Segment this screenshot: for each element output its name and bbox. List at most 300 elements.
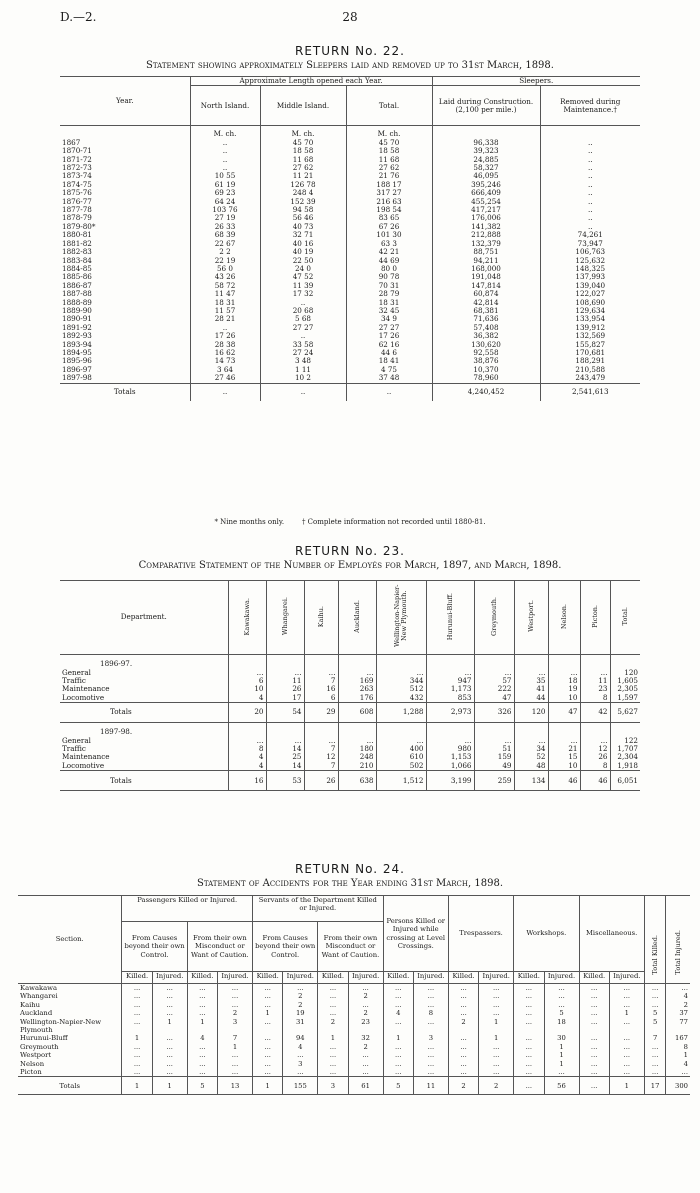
middle-island-cell: 22 50 bbox=[260, 257, 346, 265]
total-length-cell: 27 27 bbox=[346, 324, 432, 332]
value-cell: ... bbox=[122, 1018, 152, 1035]
table-row bbox=[60, 156, 640, 164]
middle-island-cell: 33 58 bbox=[260, 341, 346, 349]
return-24-table bbox=[18, 895, 690, 1095]
table-row bbox=[60, 189, 640, 197]
section-label: Auckland bbox=[18, 1009, 122, 1017]
value-cell: ... bbox=[448, 1068, 478, 1077]
return-24-statement: Statement of Accidents for the Year ending 31st March, 1898. bbox=[196, 878, 503, 889]
value-cell: 14 bbox=[266, 745, 304, 753]
table-row bbox=[18, 1018, 690, 1035]
table-row bbox=[60, 198, 640, 206]
removed-cell: 137,993 bbox=[575, 272, 606, 282]
total-cell: 53 bbox=[266, 771, 304, 791]
value-cell: 502 bbox=[376, 762, 426, 771]
grp-servants: Servants of the Department Killed or Injured. bbox=[253, 896, 384, 922]
table-row bbox=[60, 677, 640, 685]
year-cell: 1883-84 bbox=[60, 257, 190, 265]
grp-passengers: Passengers Killed or Injured. bbox=[122, 896, 253, 922]
total-cell: 120 bbox=[514, 703, 548, 723]
value-cell: ... bbox=[609, 1043, 644, 1051]
value-cell: 610 bbox=[376, 753, 426, 761]
total-cell: 2 bbox=[479, 1077, 514, 1095]
value-cell: ... bbox=[609, 1060, 644, 1068]
removed-cell: 133,954 bbox=[575, 314, 606, 324]
value-cell: ... bbox=[609, 1051, 644, 1059]
year-cell: 1887-88 bbox=[60, 290, 190, 298]
total-cell: 1 bbox=[253, 1077, 283, 1095]
laid-cell: 58,327 bbox=[432, 164, 540, 172]
total-length-cell: 63 3 bbox=[346, 240, 432, 248]
value-cell: ... bbox=[152, 1009, 187, 1017]
value-cell: 1 bbox=[253, 1009, 283, 1017]
middle-island-cell: 248 4 bbox=[260, 189, 346, 197]
laid-cell: 78,960 bbox=[432, 374, 540, 383]
middle-island-cell: 11 39 bbox=[260, 282, 346, 290]
total-length-cell: 45 70 bbox=[346, 139, 432, 147]
table-row bbox=[60, 307, 640, 315]
total-length-cell: 11 68 bbox=[346, 156, 432, 164]
total-length-cell: 42 21 bbox=[346, 248, 432, 256]
return-22-statement: Statement showing approximately Sleepers laid and removed up to 31st March, 1898. bbox=[146, 60, 554, 71]
north-island-cell: .. bbox=[190, 324, 260, 332]
value-cell: 57 bbox=[474, 677, 514, 685]
north-island-cell: 103 76 bbox=[190, 206, 260, 214]
department-label: Maintenance bbox=[60, 685, 228, 693]
value-cell: ... bbox=[448, 1034, 478, 1042]
injured-col-label: Injured. bbox=[283, 972, 318, 984]
value-cell: ... bbox=[426, 737, 474, 745]
value-cell: 10 bbox=[548, 694, 580, 703]
col-hurunui-bluff: Hurunui-Bluff. bbox=[445, 592, 454, 640]
col-whangarei: Whangarei. bbox=[280, 597, 289, 636]
value-cell: ... bbox=[218, 1060, 253, 1068]
value-cell: 2 bbox=[348, 1009, 383, 1017]
value-cell: 947 bbox=[426, 677, 474, 685]
year-cell: 1896-97 bbox=[60, 366, 190, 374]
total-cell: 26 bbox=[304, 771, 338, 791]
section-label: Kawakawa bbox=[18, 984, 122, 993]
removed-cell: 129,634 bbox=[575, 305, 606, 315]
servants-misconduct: From their own Misconduct or Want of Caution. bbox=[318, 922, 383, 972]
table-row bbox=[60, 299, 640, 307]
table-row bbox=[60, 332, 640, 340]
north-island-cell: 22 19 bbox=[190, 257, 260, 265]
value-cell: 35 bbox=[514, 677, 548, 685]
total-cell: 20 bbox=[228, 703, 266, 723]
total-cell: 46 bbox=[580, 771, 610, 791]
value-cell: ... bbox=[318, 1068, 348, 1077]
total-cell: 5 bbox=[383, 1077, 413, 1095]
year-cell: 1878-79 bbox=[60, 214, 190, 222]
value-cell: ... bbox=[609, 992, 644, 1000]
laid-cell: 57,408 bbox=[432, 324, 540, 332]
year-cell: 1872-73 bbox=[60, 164, 190, 172]
table-row bbox=[60, 265, 640, 273]
north-island-cell: 11 47 bbox=[190, 290, 260, 298]
value-cell: ... bbox=[644, 1001, 666, 1009]
removed-cell: .. bbox=[587, 196, 593, 206]
col-total-injured: Total Injured. bbox=[673, 930, 682, 975]
value-cell: ... bbox=[383, 1043, 413, 1051]
laid-cell: 147,814 bbox=[432, 282, 540, 290]
value-cell: ... bbox=[266, 737, 304, 745]
injured-col-label: Injured. bbox=[413, 972, 448, 984]
total-length-cell: 17 26 bbox=[346, 332, 432, 340]
value-cell: 41 bbox=[514, 685, 548, 693]
value-cell: 1,597 bbox=[617, 692, 638, 702]
col-auckland: Auckland. bbox=[352, 599, 361, 633]
removed-cell: 73,947 bbox=[577, 238, 603, 248]
value-cell: 4 bbox=[187, 1034, 217, 1042]
total-length-cell: 18 58 bbox=[346, 147, 432, 155]
section-label: Wellington-Napier-New Plymouth bbox=[18, 1018, 122, 1035]
value-cell: 44 bbox=[514, 694, 548, 703]
value-cell: ... bbox=[218, 992, 253, 1000]
department-label: Locomotive bbox=[60, 694, 228, 703]
section-label: Picton bbox=[18, 1068, 122, 1077]
table-row bbox=[18, 1060, 690, 1068]
value-cell: 2 bbox=[348, 992, 383, 1000]
laid-cell: 96,338 bbox=[432, 139, 540, 147]
col-removed: Removed during Maintenance.† bbox=[540, 86, 640, 126]
value-cell: 6 bbox=[228, 677, 266, 685]
return-22-rows bbox=[60, 139, 640, 383]
total-cell: ... bbox=[579, 1077, 609, 1095]
laid-cell: 130,620 bbox=[432, 341, 540, 349]
col-westport: Westport. bbox=[526, 600, 535, 633]
value-cell: ... bbox=[448, 1060, 478, 1068]
value-cell: 169 bbox=[338, 677, 376, 685]
value-cell: 6 bbox=[304, 694, 338, 703]
value-cell: 34 bbox=[514, 745, 548, 753]
return-22-notes bbox=[0, 518, 700, 526]
total-length-cell: 44 69 bbox=[346, 257, 432, 265]
value-cell: 2 bbox=[283, 992, 318, 1000]
table-row bbox=[60, 139, 640, 147]
value-cell: 23 bbox=[580, 685, 610, 693]
table-row bbox=[60, 181, 640, 189]
value-cell: ... bbox=[283, 1051, 318, 1059]
total-length-cell: 18 31 bbox=[346, 299, 432, 307]
value-cell: ... bbox=[348, 1060, 383, 1068]
north-island-cell: 69 23 bbox=[190, 189, 260, 197]
laid-cell: 141,382 bbox=[432, 223, 540, 231]
laid-cell: 38,876 bbox=[432, 357, 540, 365]
value-cell: ... bbox=[609, 1018, 644, 1035]
laid-cell: 39,323 bbox=[432, 147, 540, 155]
value-cell: ... bbox=[644, 984, 666, 993]
middle-island-cell: 11 21 bbox=[260, 172, 346, 180]
middle-island-cell: .. bbox=[260, 299, 346, 307]
value-cell: 2 bbox=[218, 1009, 253, 1017]
value-cell: 1 bbox=[383, 1034, 413, 1042]
table-row bbox=[60, 257, 640, 265]
year-cell: 1897-98 bbox=[60, 374, 190, 383]
total-length-cell: 80 0 bbox=[346, 265, 432, 273]
total-length-cell: 4 75 bbox=[346, 366, 432, 374]
total-cell: 5,627 bbox=[617, 707, 638, 717]
year-cell: 1891-92 bbox=[60, 324, 190, 332]
page-number: 28 bbox=[342, 10, 358, 24]
killed-col-label: Killed. bbox=[187, 972, 217, 984]
value-cell: ... bbox=[479, 1060, 514, 1068]
total-cell: 54 bbox=[266, 703, 304, 723]
totals-label: Totals bbox=[60, 383, 190, 401]
table-row bbox=[60, 282, 640, 290]
value-cell: 263 bbox=[338, 685, 376, 693]
table-row bbox=[60, 762, 640, 771]
table-row bbox=[18, 1051, 690, 1059]
value-cell: ... bbox=[479, 1001, 514, 1009]
north-island-cell: 28 21 bbox=[190, 315, 260, 323]
north-island-cell: .. bbox=[190, 139, 260, 147]
col-north-island: North Island. bbox=[190, 86, 260, 126]
value-cell: ... bbox=[609, 1001, 644, 1009]
col-total: Total. bbox=[620, 607, 629, 626]
value-cell: ... bbox=[413, 984, 448, 993]
value-cell: ... bbox=[218, 1001, 253, 1009]
department-label: Maintenance bbox=[60, 753, 228, 761]
value-cell: 8 bbox=[580, 762, 610, 771]
year-cell: 1867 bbox=[60, 139, 190, 147]
total-length-cell: 44 6 bbox=[346, 349, 432, 357]
total-length-cell: 67 26 bbox=[346, 223, 432, 231]
table-row bbox=[18, 992, 690, 1000]
table-row bbox=[60, 745, 640, 753]
laid-cell: 666,409 bbox=[432, 189, 540, 197]
value-cell: 1 bbox=[544, 1043, 579, 1051]
total-length-cell: 32 45 bbox=[346, 307, 432, 315]
value-cell: ... bbox=[187, 1043, 217, 1051]
department-label: Traffic bbox=[60, 745, 228, 753]
value-cell: 4 bbox=[383, 1009, 413, 1017]
value-cell: ... bbox=[376, 737, 426, 745]
table-row bbox=[60, 290, 640, 298]
value-cell: 8 bbox=[228, 745, 266, 753]
middle-island-cell: 126 78 bbox=[260, 181, 346, 189]
value-cell: ... bbox=[514, 1018, 544, 1035]
value-cell: ... bbox=[609, 1068, 644, 1077]
grp-level-crossings: Persons Killed or Injured while crossing at Level Crossings. bbox=[383, 896, 448, 972]
value-cell: ... bbox=[681, 984, 688, 992]
section-label: Nelson bbox=[18, 1060, 122, 1068]
value-cell: 3 bbox=[218, 1018, 253, 1035]
injured-col-label: Injured. bbox=[544, 972, 579, 984]
value-cell: ... bbox=[122, 1009, 152, 1017]
removed-cell: .. bbox=[587, 171, 593, 181]
value-cell: 167 bbox=[675, 1034, 688, 1043]
table-row bbox=[18, 1043, 690, 1051]
north-island-cell: 56 0 bbox=[190, 265, 260, 273]
table-row bbox=[60, 374, 640, 383]
removed-cell: 155,827 bbox=[575, 339, 606, 349]
total-cell: 1 bbox=[122, 1077, 152, 1095]
value-cell: ... bbox=[218, 984, 253, 993]
value-cell: ... bbox=[479, 1051, 514, 1059]
total-cell: 1 bbox=[152, 1077, 187, 1095]
middle-island-cell: 40 16 bbox=[260, 240, 346, 248]
total-length-cell: 62 16 bbox=[346, 341, 432, 349]
value-cell: 3 bbox=[413, 1034, 448, 1042]
value-cell: ... bbox=[348, 1068, 383, 1077]
removed-cell: 210,588 bbox=[575, 364, 606, 374]
value-cell: ... bbox=[448, 984, 478, 993]
total-cell: 46 bbox=[548, 771, 580, 791]
value-cell: 4 bbox=[228, 694, 266, 703]
value-cell: 26 bbox=[266, 685, 304, 693]
middle-island-cell: 24 0 bbox=[260, 265, 346, 273]
total-length-cell: 21 76 bbox=[346, 172, 432, 180]
value-cell: ... bbox=[413, 1001, 448, 1009]
year-cell: 1892-93 bbox=[60, 332, 190, 340]
value-cell: 248 bbox=[338, 753, 376, 761]
value-cell: 432 bbox=[376, 694, 426, 703]
totals-row bbox=[60, 771, 640, 791]
page-header bbox=[0, 10, 700, 28]
total-length-cell: 83 65 bbox=[346, 214, 432, 222]
removed-cell: 106,763 bbox=[575, 247, 606, 257]
value-cell: 5 bbox=[644, 1018, 666, 1035]
value-cell: ... bbox=[579, 1068, 609, 1077]
table-row bbox=[60, 147, 640, 155]
value-cell: 1 bbox=[152, 1018, 187, 1035]
value-cell: ... bbox=[122, 1051, 152, 1059]
removed-cell: .. bbox=[587, 179, 593, 189]
value-cell: ... bbox=[253, 992, 283, 1000]
grp-trespassers: Trespassers. bbox=[448, 896, 513, 972]
value-cell: ... bbox=[479, 984, 514, 993]
removed-cell: .. bbox=[587, 205, 593, 215]
value-cell: 7 bbox=[304, 677, 338, 685]
north-island-cell: 14 73 bbox=[190, 357, 260, 365]
grp-workshops: Workshops. bbox=[514, 896, 579, 972]
laid-cell: 46,095 bbox=[432, 172, 540, 180]
total-length-cell: 18 41 bbox=[346, 357, 432, 365]
total-cell: 134 bbox=[514, 771, 548, 791]
table-row bbox=[18, 1068, 690, 1077]
note-nine-months: * Nine months only. bbox=[214, 518, 285, 526]
total-cell: 13 bbox=[218, 1077, 253, 1095]
value-cell: ... bbox=[579, 1051, 609, 1059]
year-cell: 1889-90 bbox=[60, 307, 190, 315]
total-length-cell: 101 30 bbox=[346, 231, 432, 239]
totals-row bbox=[18, 1077, 690, 1095]
year-cell: 1895-96 bbox=[60, 357, 190, 365]
totals-row bbox=[60, 703, 640, 723]
value-cell: 8 bbox=[580, 694, 610, 703]
total-length-cell: 70 31 bbox=[346, 282, 432, 290]
value-cell: ... bbox=[152, 992, 187, 1000]
value-cell: 120 bbox=[624, 667, 638, 677]
laid-cell: 10,370 bbox=[432, 366, 540, 374]
north-island-cell: 68 39 bbox=[190, 231, 260, 239]
middle-island-cell: 40 73 bbox=[260, 223, 346, 231]
department-label: Traffic bbox=[60, 677, 228, 685]
total-length-cell: 216 63 bbox=[346, 198, 432, 206]
middle-island-cell: 5 68 bbox=[260, 315, 346, 323]
value-cell: 77 bbox=[679, 1017, 688, 1026]
value-cell: 25 bbox=[266, 753, 304, 761]
value-cell: ... bbox=[514, 1060, 544, 1068]
table-row bbox=[60, 231, 640, 239]
middle-island-cell: 17 32 bbox=[260, 290, 346, 298]
removed-cell: 243,479 bbox=[575, 373, 606, 383]
col-nelson: Nelson. bbox=[559, 603, 568, 629]
laid-cell: 24,885 bbox=[432, 156, 540, 164]
table-row bbox=[18, 984, 690, 993]
value-cell: ... bbox=[579, 1034, 609, 1042]
value-cell: ... bbox=[318, 984, 348, 993]
total-length-cell: 34 9 bbox=[346, 315, 432, 323]
total-cell: 6,051 bbox=[617, 775, 638, 785]
value-cell: 30 bbox=[544, 1034, 579, 1042]
col-year: Year. bbox=[60, 77, 190, 126]
north-island-cell: .. bbox=[190, 156, 260, 164]
laid-cell: 36,382 bbox=[432, 332, 540, 340]
value-cell: 17 bbox=[266, 694, 304, 703]
value-cell: ... bbox=[304, 669, 338, 677]
value-cell: ... bbox=[413, 1068, 448, 1077]
middle-island-cell: 27 27 bbox=[260, 324, 346, 332]
year-cell: 1880-81 bbox=[60, 231, 190, 239]
north-island-cell: 27 19 bbox=[190, 214, 260, 222]
servants-beyond-control: From Causes beyond their own Control. bbox=[253, 922, 318, 972]
removed-cell: 108,690 bbox=[575, 297, 606, 307]
value-cell: ... bbox=[609, 1034, 644, 1042]
value-cell: ... bbox=[413, 1051, 448, 1059]
north-island-cell: .. bbox=[190, 147, 260, 155]
total-cell: 3,199 bbox=[426, 771, 474, 791]
value-cell: ... bbox=[152, 1060, 187, 1068]
middle-island-cell: 20 68 bbox=[260, 307, 346, 315]
return-23-table bbox=[60, 580, 640, 791]
laid-cell: 92,558 bbox=[432, 349, 540, 357]
value-cell: 14 bbox=[266, 762, 304, 771]
value-cell: ... bbox=[253, 1043, 283, 1051]
value-cell: 1,066 bbox=[426, 762, 474, 771]
value-cell: 8 bbox=[413, 1009, 448, 1017]
total-length-cell: 188 17 bbox=[346, 181, 432, 189]
north-island-cell: 10 55 bbox=[190, 172, 260, 180]
value-cell: 1,605 bbox=[617, 675, 638, 685]
value-cell: ... bbox=[644, 992, 666, 1000]
laid-cell: 42,814 bbox=[432, 299, 540, 307]
total-cell: 608 bbox=[338, 703, 376, 723]
value-cell: ... bbox=[122, 1068, 152, 1077]
value-cell: 10 bbox=[228, 685, 266, 693]
value-cell: ... bbox=[152, 1043, 187, 1051]
value-cell: ... bbox=[122, 984, 152, 993]
value-cell: ... bbox=[479, 1009, 514, 1017]
year-cell: 1884-85 bbox=[60, 265, 190, 273]
laid-cell: 168,000 bbox=[432, 265, 540, 273]
total-cell: 326 bbox=[474, 703, 514, 723]
value-cell: ... bbox=[253, 1001, 283, 1009]
value-cell: ... bbox=[253, 984, 283, 993]
value-cell: ... bbox=[187, 1068, 217, 1077]
table-row bbox=[60, 669, 640, 677]
middle-island-cell: 3 48 bbox=[260, 357, 346, 365]
value-cell: 18 bbox=[548, 677, 580, 685]
total-cell: 155 bbox=[283, 1077, 318, 1095]
units-middle: M. ch. bbox=[260, 126, 346, 139]
middle-island-cell: .. bbox=[260, 332, 346, 340]
north-island-cell: 43 26 bbox=[190, 273, 260, 281]
totals-label: Totals bbox=[60, 703, 228, 723]
value-cell: ... bbox=[253, 1060, 283, 1068]
value-cell: 1 bbox=[187, 1018, 217, 1035]
